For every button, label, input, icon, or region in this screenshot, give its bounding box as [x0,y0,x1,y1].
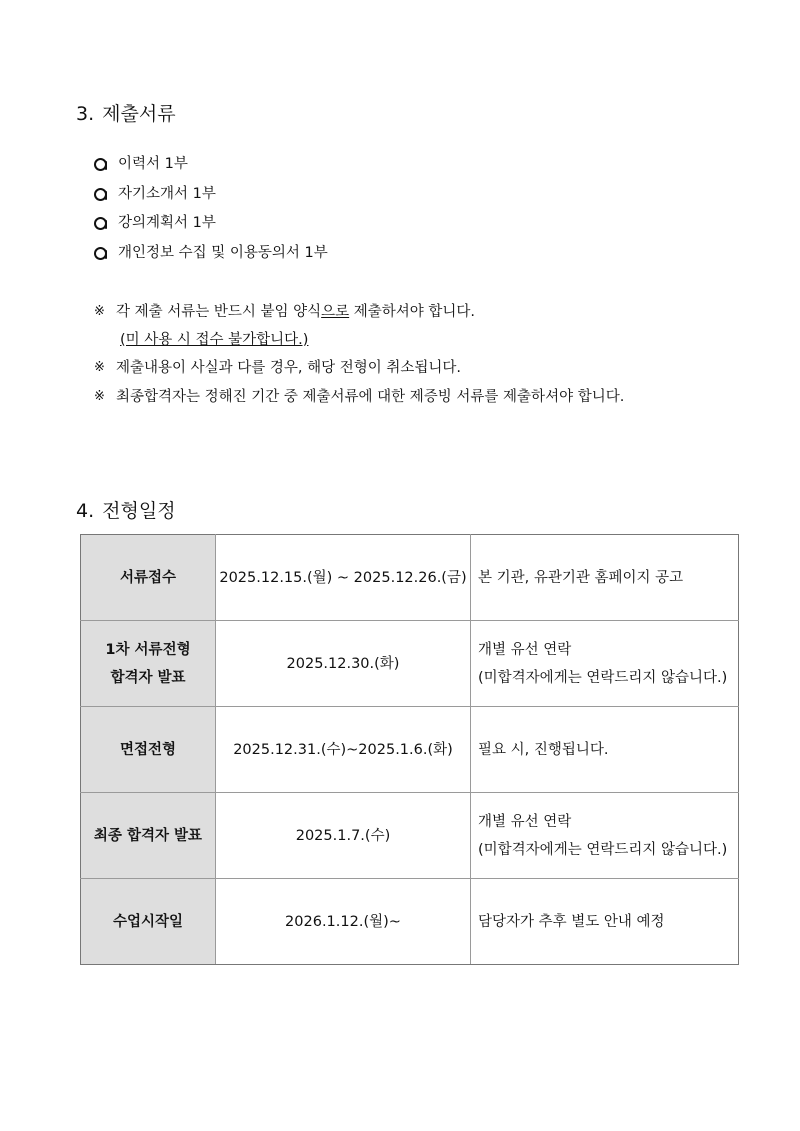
stage-label: 서류접수 [119,569,177,586]
date-cell: 2025.12.15.(월) ~ 2025.12.26.(금) [216,535,471,621]
stage-cell [81,879,216,965]
stage-cell [81,621,216,707]
document-label: 강의계획서 1부 [118,215,216,231]
table-row [81,879,739,965]
note-item [94,354,624,382]
document-label: 개인정보 수집 및 이용동의서 1부 [118,244,328,261]
section-4-heading [76,496,176,523]
table-row [81,621,739,707]
note-text-part: 제출하셔야 합니다. [349,304,476,320]
submission-notes [94,298,624,411]
section-3-number: 3. [76,103,95,125]
note-text-underlined: 으로 [321,304,350,320]
stage-cell [81,793,216,879]
stage-label: 수업시작일 [112,913,184,930]
required-documents-list [94,150,328,268]
schedule-table [80,534,739,965]
reference-mark-icon: ※ [94,389,105,404]
circle-bullet-icon [94,188,107,201]
circle-bullet-icon [94,247,107,260]
section-3-heading [76,99,176,126]
remark-text: 본 기관, 유관기관 홈페이지 공고 [478,569,684,586]
remark-cell [471,535,739,621]
stage-cell [81,535,216,621]
note-item [94,383,624,411]
remark-text: 개별 유선 연락 [478,813,572,830]
section-3-title: 제출서류 [102,103,176,125]
remark-text: 담당자가 추후 별도 안내 예정 [478,913,665,930]
document-label: 자기소개서 1부 [118,185,216,202]
date-cell: 2025.12.30.(화) [216,621,471,707]
table-row [81,793,739,879]
document-label: 이력서 1부 [118,156,188,172]
stage-label: 면접전형 [119,741,177,758]
remark-cell [471,879,739,965]
note-text: 제출내용이 사실과 다를 경우, 해당 전형이 취소됩니다. [116,360,462,376]
remark-cell [471,793,739,879]
table-row [81,535,739,621]
remark-cell [471,707,739,793]
table-row [81,707,739,793]
stage-cell [81,707,216,793]
list-item [94,150,328,180]
note-item [94,298,624,354]
section-4-title: 전형일정 [102,500,176,522]
reference-mark-icon: ※ [94,304,105,319]
section-4-number: 4. [76,500,95,522]
list-item [94,239,328,269]
date-cell: 2026.1.12.(월)~ [216,879,471,965]
circle-bullet-icon [94,158,107,171]
reference-mark-icon: ※ [94,360,105,375]
stage-label: 합격자 발표 [110,669,186,686]
remark-cell [471,621,739,707]
note-text: 최종합격자는 정해진 기간 중 제출서류에 대한 제증빙 서류를 제출하셔야 합니다. [116,389,625,405]
remark-text: (미합격자에게는 연락드리지 않습니다.) [478,669,728,686]
circle-bullet-icon [94,217,107,230]
note-text [116,298,475,354]
list-item [94,180,328,210]
note-text-part: 각 제출 서류는 반드시 붙임 양식 [116,304,322,320]
list-item [94,209,328,239]
note-subtext: (미 사용 시 접수 불가합니다.) [120,332,309,348]
remark-text: 필요 시, 진행됩니다. [478,741,609,758]
remark-text: (미합격자에게는 연락드리지 않습니다.) [478,841,728,858]
stage-label: 최종 합격자 발표 [93,827,203,844]
date-cell: 2025.12.31.(수)~2025.1.6.(화) [216,707,471,793]
date-cell: 2025.1.7.(수) [216,793,471,879]
stage-label: 1차 서류전형 [105,641,191,658]
remark-text: 개별 유선 연락 [478,641,572,658]
